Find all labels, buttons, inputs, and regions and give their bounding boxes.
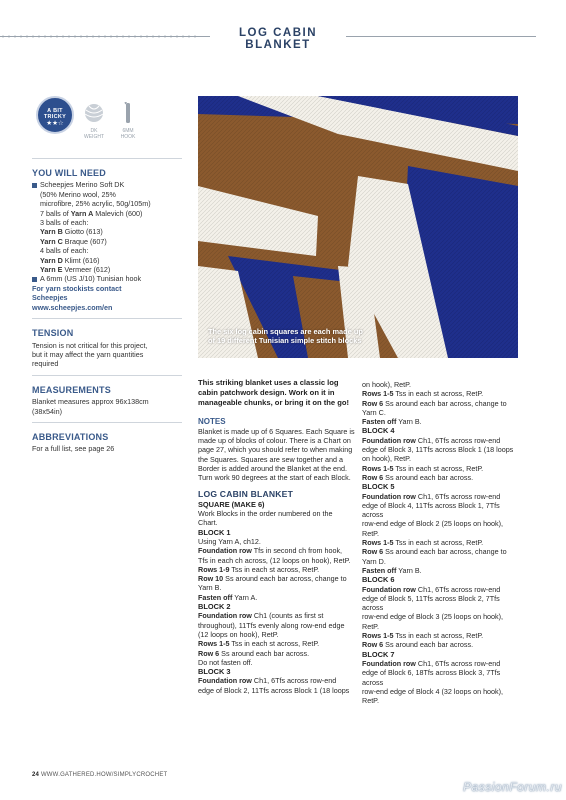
sidebar-rule xyxy=(32,158,182,159)
block-line xyxy=(198,565,356,574)
row-label: Rows 1-5 xyxy=(362,463,394,473)
row-label: Fasten off xyxy=(362,417,397,427)
block-line xyxy=(362,436,522,445)
block-line xyxy=(362,417,522,426)
block-2-heading: BLOCK 2 xyxy=(198,602,231,612)
block-line xyxy=(362,631,522,640)
yarn-b-name: Giotto (613) xyxy=(62,227,103,237)
block-1-heading: BLOCK 1 xyxy=(198,527,231,537)
row-label: Foundation row xyxy=(198,611,252,621)
abbreviations-heading: ABBREVIATIONS xyxy=(32,431,109,442)
yarn-item xyxy=(32,180,182,189)
block-line: Do not fasten off. xyxy=(198,657,253,667)
bullet-square-icon xyxy=(32,183,37,188)
block-line xyxy=(198,593,356,602)
column-2 xyxy=(362,380,522,705)
row-text: Yarn B. xyxy=(396,565,422,575)
row-text: Tss in each st across, RetP. xyxy=(393,389,484,399)
row-text: Yarn A. xyxy=(232,592,258,602)
row-text: Ss around each bar across, change to xyxy=(383,547,507,557)
abbreviations-text: For a full list, see page 26 xyxy=(32,444,115,454)
yarn-detail-1: (50% Merino wool, 25% xyxy=(40,189,116,199)
row-label: Foundation row xyxy=(198,546,252,556)
page-number: 24 xyxy=(32,772,40,778)
notes-line: Turn work 90 degrees at the start of each Block. xyxy=(198,473,351,483)
block-line xyxy=(198,574,356,583)
weight-label-line1: DK xyxy=(90,128,98,134)
notes-line: Blanket is made up of 6 Squares. Each Square is xyxy=(198,426,355,436)
row-text: Ch1, 6Tfs across row-end xyxy=(415,584,501,594)
row-text: Ch1, 6Tfs across row-end xyxy=(415,658,501,668)
row-text: Ch1, 6Tfs across row-end xyxy=(415,491,501,501)
notes-line: made up of blocks of colour. There is a Chart on xyxy=(198,435,351,445)
row-text: Ss around each bar across, change to xyxy=(223,574,347,584)
stockists-line-1: For yarn stockists contact xyxy=(32,283,122,293)
blanket-photo-illustration xyxy=(198,96,518,358)
hook-label-line2: HOOK xyxy=(120,134,136,140)
block-line xyxy=(198,649,356,658)
row-text: Tss in each st across, RetP. xyxy=(393,538,484,548)
hook-label-line1: 6MM xyxy=(122,128,134,134)
notes-line: page 27, which you should refer to when making xyxy=(198,445,353,455)
row-text: Tfs in second ch from hook, xyxy=(251,546,343,556)
yarn-a-line xyxy=(32,209,182,218)
block-line: Yarn B. xyxy=(198,583,222,593)
row-text: Tss in each st across, RetP. xyxy=(229,564,320,574)
yarn-b-line xyxy=(32,227,182,236)
footer-url[interactable]: WWW.GATHERED.HOW/SIMPLYCROCHET xyxy=(39,772,168,778)
yarn-e-label: Yarn E xyxy=(40,265,63,275)
block-line: throughout), 11Tfs evenly along row-end edge xyxy=(198,620,345,630)
difficulty-stars: ★★☆ xyxy=(46,120,64,127)
row-label: Fasten off xyxy=(362,565,397,575)
block-line: RetP. xyxy=(362,528,380,538)
row-text: Ss around each bar across. xyxy=(219,648,310,658)
row-text: Tss in each st across, RetP. xyxy=(393,463,484,473)
block-line xyxy=(362,399,522,408)
notes-line: Border is added around the Blanket at the end. xyxy=(198,463,348,473)
block-line xyxy=(362,566,522,575)
yarn-a-label: Yarn A xyxy=(70,208,94,218)
row-text: Yarn B. xyxy=(396,417,422,427)
yarn-d-line xyxy=(32,256,182,265)
intro-line-3: manageable chunks, or bring it on the go! xyxy=(198,397,350,407)
yarn-a-name: Malevich (600) xyxy=(93,208,143,218)
row-label: Foundation row xyxy=(198,676,252,686)
block-line: edge of Block 5, 11Tfs across Block 2, 7Tfs across xyxy=(362,593,500,613)
row-label: Row 6 xyxy=(362,547,384,557)
block-line: Yarn C. xyxy=(362,407,386,417)
row-text: Tss in each st across, RetP. xyxy=(393,631,484,641)
header-rule-right xyxy=(346,36,536,37)
square-text: Chart. xyxy=(198,518,218,528)
notes-line: the Squares. Squares are sew together and a xyxy=(198,454,344,464)
block-line: edge of Block 3, 11Tfs across Block 1 (18 loops xyxy=(362,445,514,455)
balls-4-text: 4 balls of each: xyxy=(40,246,89,256)
square-heading: SQUARE (MAKE 6) xyxy=(198,499,265,509)
block-7-heading: BLOCK 7 xyxy=(362,649,395,659)
block-line xyxy=(362,659,522,668)
row-label: Rows 1-5 xyxy=(198,639,230,649)
tension-text-3: required xyxy=(32,359,59,369)
block-line: (12 loops on hook), RetP. xyxy=(198,629,279,639)
yarn-c-name: Braque (607) xyxy=(62,236,107,246)
row-label: Rows 1-5 xyxy=(362,538,394,548)
yarn-c-label: Yarn C xyxy=(40,236,63,246)
row-label: Row 6 xyxy=(198,648,220,658)
sidebar xyxy=(32,92,182,454)
row-label: Rows 1-5 xyxy=(362,389,394,399)
block-line: edge of Block 2, 11Tfs across Block 1 (18 loops xyxy=(198,685,350,695)
sidebar-rule xyxy=(32,318,182,319)
intro-line-1: This striking blanket uses a classic log xyxy=(198,378,339,387)
notes-heading: NOTES xyxy=(198,417,226,427)
block-line xyxy=(362,492,522,501)
row-label: Foundation row xyxy=(362,584,416,594)
photo-caption-line-1: The six log cabin squares are each made up xyxy=(208,327,363,336)
watermark: PassionForum.ru xyxy=(463,780,562,794)
row-label: Row 10 xyxy=(198,574,224,584)
tension-text-2: but it may affect the yarn quantities xyxy=(32,349,144,359)
block-line xyxy=(198,639,356,648)
block-line: on hook), RetP. xyxy=(362,380,412,389)
photo-caption xyxy=(208,327,408,345)
row-text: Ss around each bar across, change to xyxy=(383,398,507,408)
block-line: row-end edge of Block 4 (32 loops on hook), xyxy=(362,686,504,696)
block-line xyxy=(362,547,522,556)
stockists-link[interactable]: www.scheepjes.com/en xyxy=(32,302,113,312)
measurements-text-1: Blanket measures approx 96x138cm xyxy=(32,397,149,407)
block-line: row-end edge of Block 2 (25 loops on hook), xyxy=(362,519,504,529)
row-label: Row 6 xyxy=(362,398,384,408)
difficulty-badge xyxy=(36,96,74,134)
yarn-e-line xyxy=(32,265,182,274)
row-text: Ss around each bar across. xyxy=(383,472,474,482)
hook-label xyxy=(114,128,142,140)
block-line xyxy=(198,611,356,620)
balls-7-text: 7 balls of xyxy=(40,208,71,218)
square-text: Work Blocks in the order numbered on the xyxy=(198,509,333,519)
row-label: Rows 1-9 xyxy=(198,564,230,574)
tension-heading: TENSION xyxy=(32,328,74,339)
hook-icon xyxy=(114,102,142,124)
row-text: Ch1, 6Tfs across row-end xyxy=(251,676,337,686)
yarn-e-name: Vermeer (612) xyxy=(62,265,111,275)
intro-line-2: cabin patchwork design. Work on it in xyxy=(198,387,335,397)
block-line: RetP. xyxy=(362,696,380,706)
block-line: edge of Block 4, 11Tfs across Block 1, 7Tfs across xyxy=(362,500,500,520)
block-line: RetP. xyxy=(362,621,380,631)
block-line xyxy=(362,585,522,594)
block-line: Tfs in each ch across, (12 loops on hook), RetP. xyxy=(198,555,351,565)
block-line: edge of Block 6, 18Tfs across Block 3, 7Tfs across xyxy=(362,668,501,687)
stockists-line-2: Scheepjes xyxy=(32,293,68,303)
block-line xyxy=(198,546,356,555)
block-5-heading: BLOCK 5 xyxy=(362,482,395,492)
block-line: on hook), RetP. xyxy=(362,454,412,464)
blanket-photo xyxy=(198,96,518,358)
block-3-heading: BLOCK 3 xyxy=(198,667,231,677)
row-text: Ch1, 6Tfs across row-end xyxy=(415,435,501,445)
yarn-ball-icon xyxy=(80,102,108,124)
difficulty-line2: TRICKY xyxy=(43,114,67,120)
hook-item-text: A 6mm (US J/10) Tunisian hook xyxy=(40,274,142,284)
weight-label xyxy=(80,128,108,140)
row-text: Tss in each st across, RetP. xyxy=(229,639,320,649)
row-label: Rows 1-5 xyxy=(362,631,394,641)
block-4-heading: BLOCK 4 xyxy=(362,426,395,436)
row-text: Ch1 (counts as first st xyxy=(251,611,324,621)
photo-caption-line-2: of 19 different Tunisian simple stitch blocks xyxy=(208,336,362,346)
row-text: Ss around each bar across. xyxy=(383,640,474,650)
you-will-need-heading: YOU WILL NEED xyxy=(32,168,106,178)
row-label: Foundation row xyxy=(362,658,416,668)
sidebar-rule xyxy=(32,422,182,423)
bullet-square-icon xyxy=(32,277,37,282)
block-line: Yarn D. xyxy=(362,556,386,566)
block-line: row-end edge of Block 3 (25 loops on hook), xyxy=(362,612,504,622)
weight-label-line2: WEIGHT xyxy=(84,134,104,140)
yarn-d-name: Klimt (616) xyxy=(62,255,100,265)
block-line xyxy=(198,676,356,685)
page-footer xyxy=(32,772,167,778)
block-line xyxy=(362,538,522,547)
row-label: Row 6 xyxy=(362,472,384,482)
block-line: Using Yarn A, ch12. xyxy=(198,536,261,546)
row-label: Foundation row xyxy=(362,435,416,445)
column-1 xyxy=(198,378,356,695)
yarn-b-label: Yarn B xyxy=(40,227,63,237)
block-line xyxy=(362,473,522,482)
badge-row xyxy=(32,92,182,152)
block-6-heading: BLOCK 6 xyxy=(362,575,395,585)
balls-3-text: 3 balls of each: xyxy=(40,218,89,228)
yarn-c-line xyxy=(32,237,182,246)
block-line xyxy=(362,464,522,473)
yarn-detail-2: microfibre, 25% acrylic, 50g/105m) xyxy=(40,199,151,209)
hook-item xyxy=(32,274,182,283)
yarn-d-label: Yarn D xyxy=(40,255,63,265)
block-line xyxy=(362,640,522,649)
pattern-heading: LOG CABIN BLANKET xyxy=(198,489,294,500)
block-line xyxy=(362,389,522,398)
row-label: Fasten off xyxy=(198,592,233,602)
header-rule-left xyxy=(0,36,210,37)
sidebar-rule xyxy=(32,375,182,376)
measurements-text-2: (38x54in) xyxy=(32,406,62,416)
tension-text-1: Tension is not critical for this project, xyxy=(32,340,148,350)
row-label: Row 6 xyxy=(362,640,384,650)
measurements-heading: MEASUREMENTS xyxy=(32,384,111,395)
yarn-item-text: Scheepjes Merino Soft DK xyxy=(40,180,125,190)
row-label: Foundation row xyxy=(362,491,416,501)
page-title: LOG CABIN BLANKET xyxy=(238,27,318,51)
difficulty-line1: A BIT xyxy=(47,108,63,114)
